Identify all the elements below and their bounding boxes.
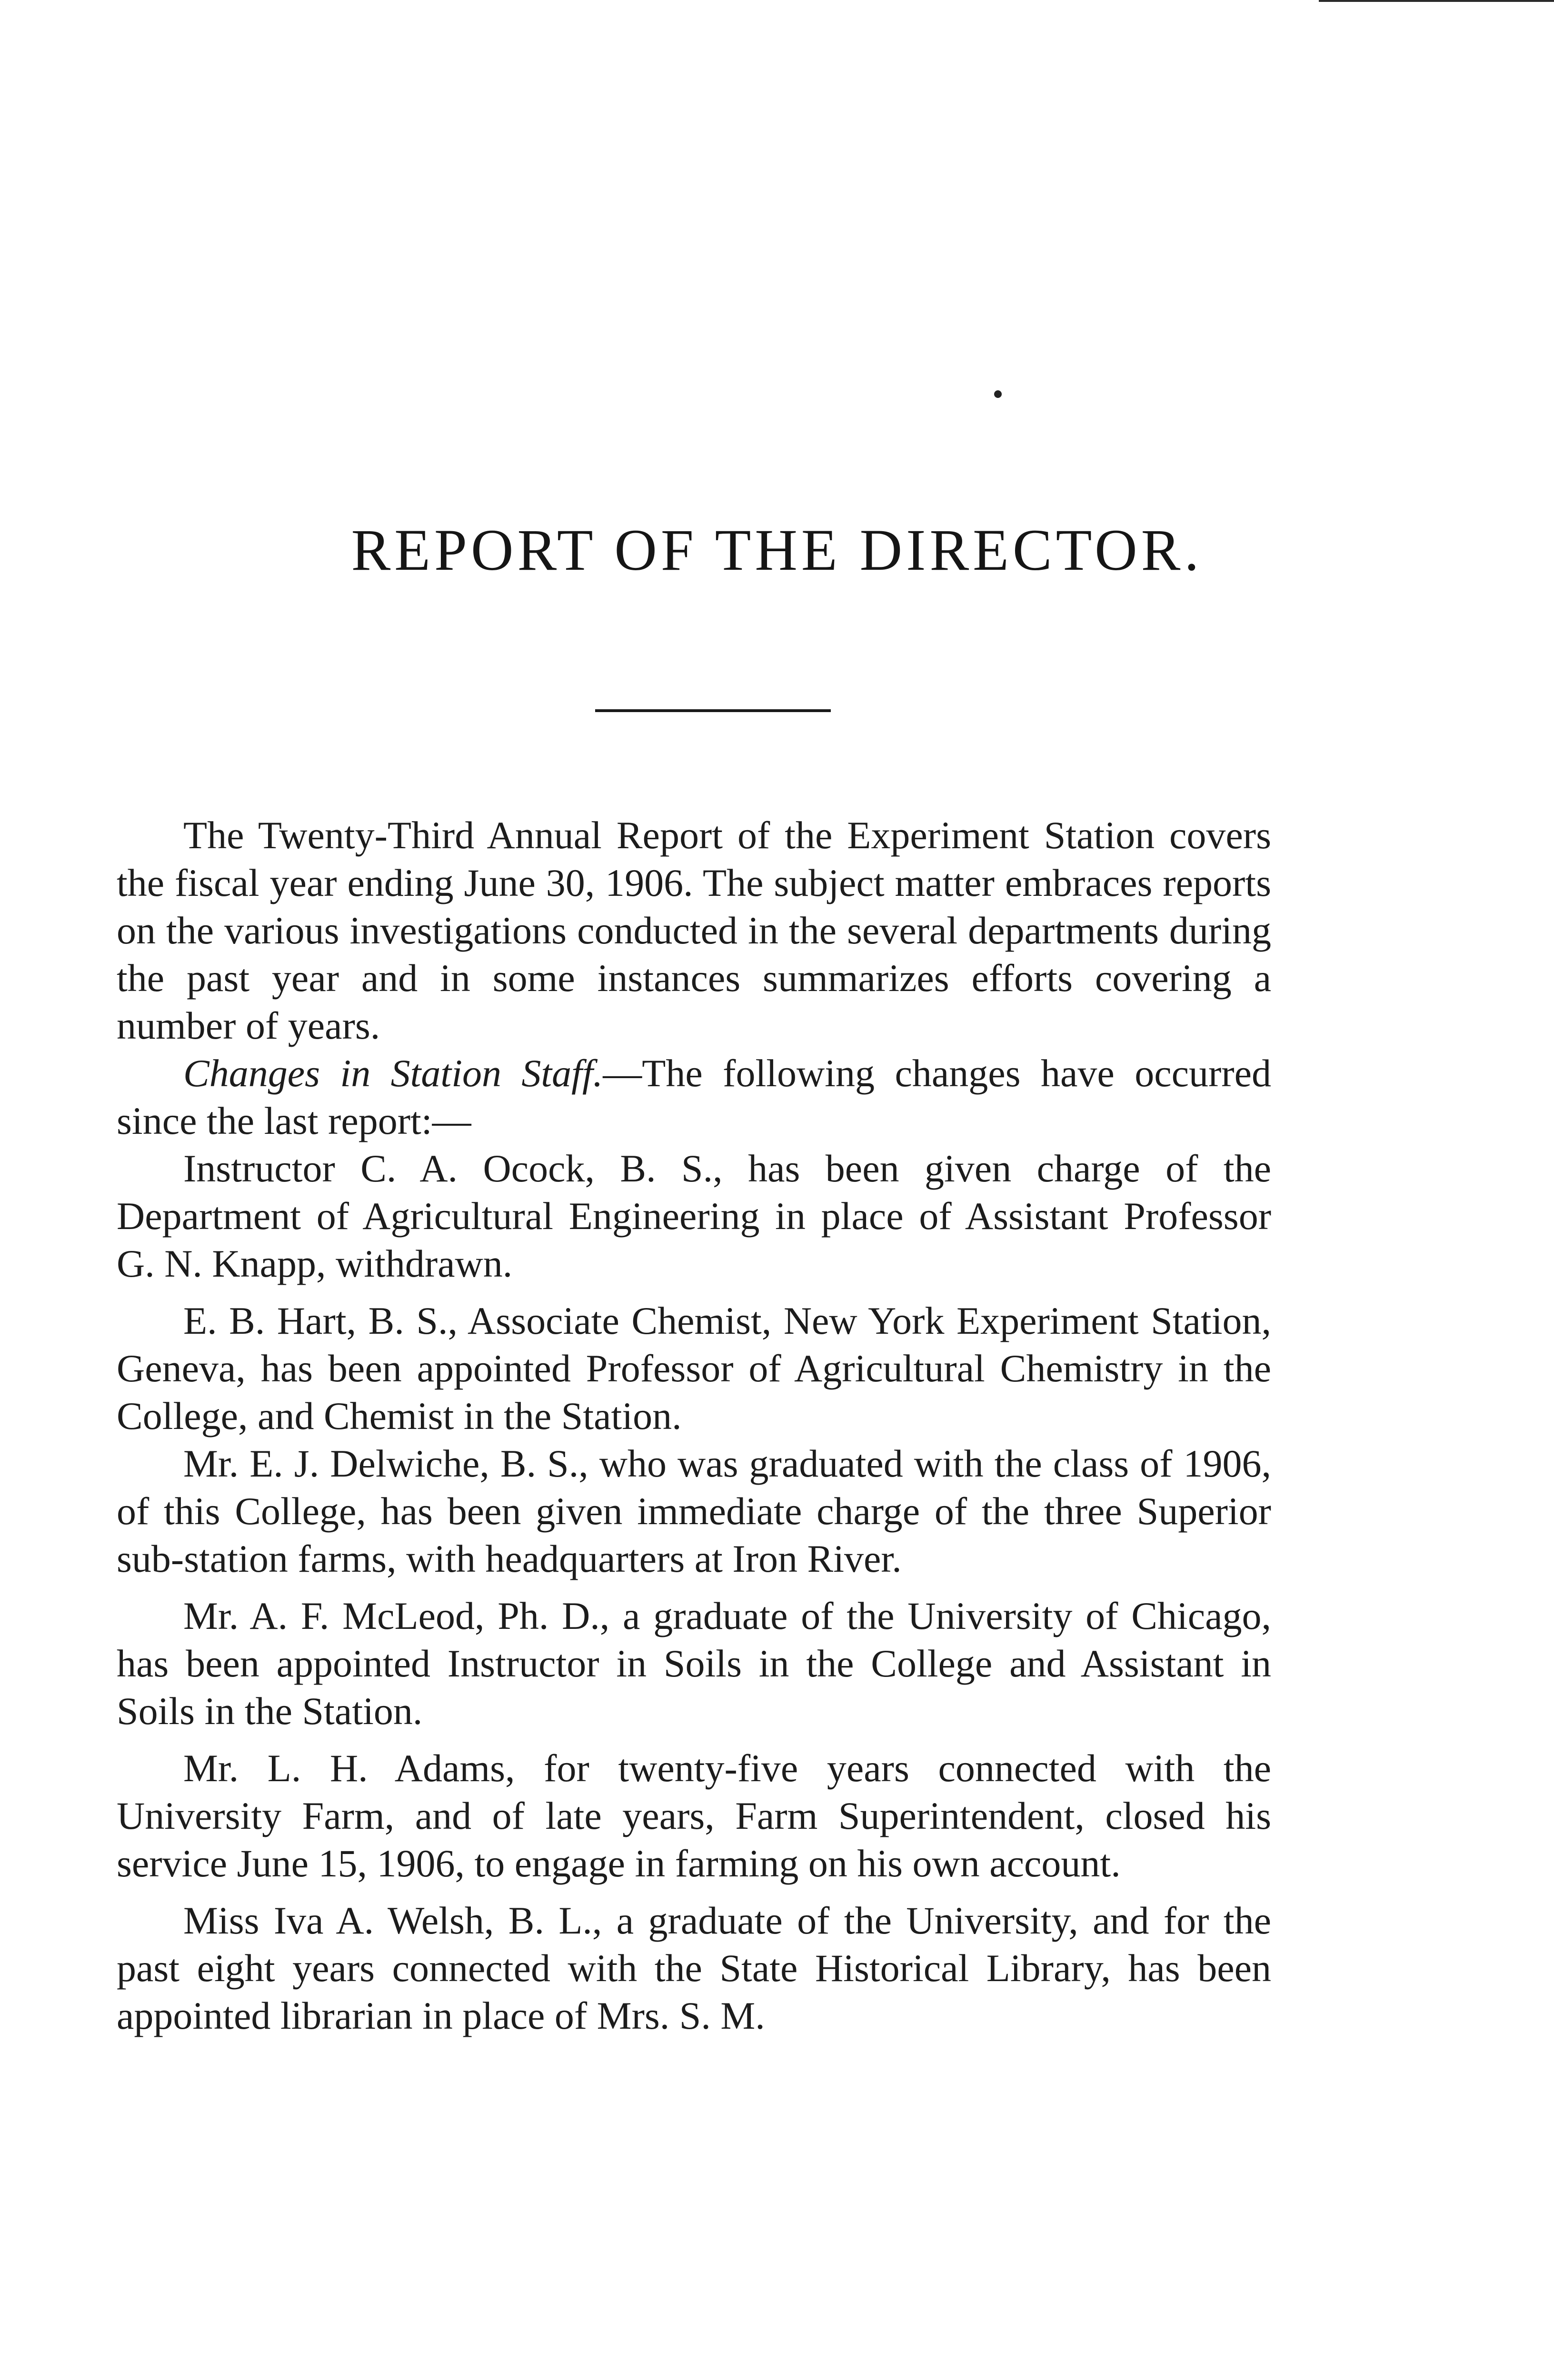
paragraph-adams: Mr. L. H. Adams, for twenty-five years connected with the University Farm, and of late years, Farm Superintendent, closed his service June 15, 1906, to engage in farming on his own account.	[117, 1746, 1271, 1885]
paragraph-delwiche: Mr. E. J. Delwiche, B. S., who was graduated with the class of 1906, of this College, has been given immediate charge of the three Superior sub-station farms, with headquarters at Iron River.	[117, 1442, 1271, 1580]
paragraph-intro: The Twenty-Third Annual Report of the Experiment Station covers the fiscal year ending June 30, 1906. The subject matter embraces reports on the various investigations conducted in the several departments during the past year and in some instances summarizes efforts covering a number of years.	[117, 813, 1271, 1047]
paragraph-welsh: Miss Iva A. Welsh, B. L., a graduate of the University, and for the past eight years connected with the State Historical Library, has been appointed librarian in place of Mrs. S. M.	[117, 1899, 1271, 2037]
print-mark	[994, 390, 1002, 398]
paragraph-staff-changes	[117, 1050, 1271, 1145]
report-body	[117, 812, 1271, 2040]
staff-changes-text: —The following changes have occurred since the last report:—	[117, 1051, 1271, 1142]
title-divider	[595, 709, 831, 712]
paragraph-hart: E. B. Hart, B. S., Associate Chemist, New York Experiment Station, Geneva, has been appointed Professor of Agricultural Chemistry in the College, and Chemist in the Station.	[117, 1299, 1271, 1438]
paragraph-ocock: Instructor C. A. Ocock, B. S., has been given charge of the Department of Agricultural Engineering in place of Assistant Professor G. N. Knapp, withdrawn.	[117, 1147, 1271, 1285]
page-edge-line	[1319, 0, 1554, 2]
page-title: REPORT OF THE DIRECTOR.	[351, 517, 1203, 583]
paragraph-mcleod: Mr. A. F. McLeod, Ph. D., a graduate of the University of Chicago, has been appointed Instructor in Soils in the College and Assistant in Soils in the Station.	[117, 1594, 1271, 1733]
section-heading-staff-changes: Changes in Station Staff.	[183, 1051, 603, 1095]
